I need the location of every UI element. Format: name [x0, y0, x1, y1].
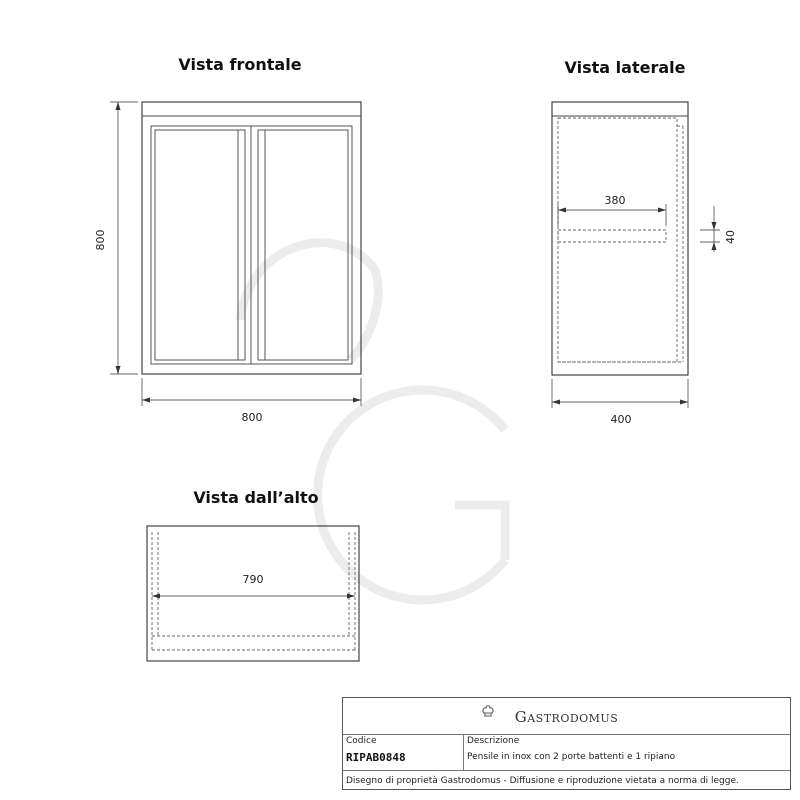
front-view [142, 102, 361, 374]
side-depth-label: 400 [610, 413, 632, 426]
top-view-title: Vista dall’alto [193, 488, 319, 507]
top-inner-width-label: 790 [242, 573, 264, 586]
shelf-thickness-label: 40 [724, 230, 737, 244]
code-label: Codice [346, 736, 377, 746]
front-width-label: 800 [241, 411, 263, 424]
brand-name: Gastrodomus [514, 708, 619, 726]
description-value: Pensile in inox con 2 porte battenti e 1 ripiano [467, 752, 676, 762]
front-view-title: Vista frontale [178, 55, 302, 74]
title-block [342, 697, 791, 790]
title-block-logo-area [343, 698, 790, 735]
front-height-dimension [110, 102, 138, 374]
side-view-title: Vista laterale [564, 58, 686, 77]
front-height-label: 800 [94, 229, 107, 251]
side-view [552, 102, 688, 375]
shelf-depth-dimension [558, 204, 666, 226]
front-width-dimension [142, 378, 361, 406]
top-inner-width-dimension [152, 594, 355, 599]
description-label: Descrizione [467, 736, 520, 746]
description-cell [464, 734, 790, 770]
title-block-info-row [343, 734, 790, 771]
watermark-logo [240, 243, 505, 600]
code-cell [343, 734, 464, 770]
ownership-notice: Disegno di proprietà Gastrodomus - Diffusione e riproduzione vietata a norma di legge. [346, 776, 739, 786]
shelf-depth-label: 380 [604, 194, 626, 207]
side-depth-dimension [552, 379, 688, 408]
code-value: RIPAB0848 [346, 751, 406, 764]
shelf-thickness-dimension [700, 206, 720, 252]
